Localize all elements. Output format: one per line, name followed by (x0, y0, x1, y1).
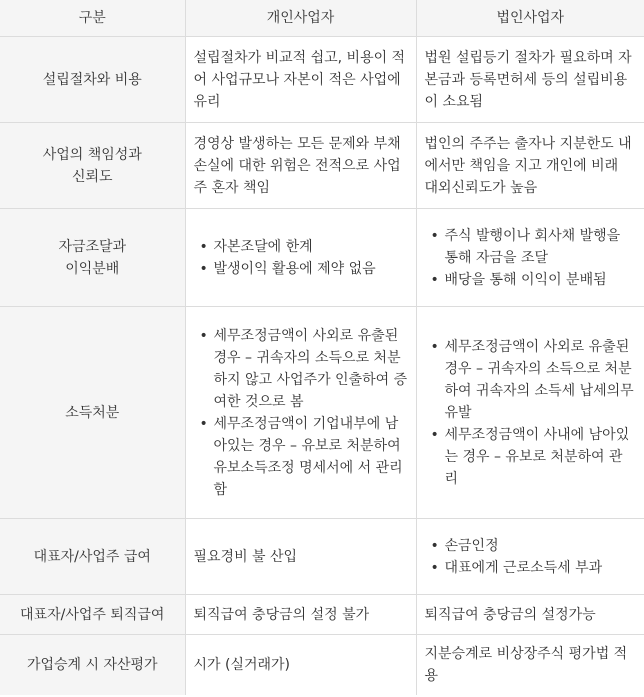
row-label: 대표자/사업주 급여 (0, 519, 185, 595)
list-item: • 세무조정금액이 사외로 유출된 경우 – 귀속자의 소득으로 처분하여 귀속자의 소득세 납세의무 유발 (425, 336, 637, 424)
corporate-cell (416, 307, 644, 519)
list-item: • 세무조정금액이 사외로 유출된 경우 – 귀속자의 소득으로 처분하지 않고 사업주가 인출하여 증여한 것으로 봄 (194, 325, 408, 413)
corporate-cell (416, 209, 644, 307)
row-label: 자금조달과 이익분배 (0, 209, 185, 307)
personal-cell: 시가 (실거래가) (185, 635, 416, 695)
row-label: 사업의 책임성과 신뢰도 (0, 123, 185, 209)
list-item: • 세무조정금액이 기업내부에 남아있는 경우 – 유보로 처분하여 유보소득조정 명세서에 서 관리함 (194, 413, 408, 501)
bullet-list (194, 236, 408, 280)
table-row (0, 519, 644, 595)
row-label: 가업승계 시 자산평가 (0, 635, 185, 695)
header-category: 구분 (0, 0, 185, 37)
personal-cell: 퇴직급여 충당금의 설정 불가 (185, 595, 416, 635)
header-row (0, 0, 644, 37)
bullet-list (194, 325, 408, 501)
personal-cell: 경영상 발생하는 모든 문제와 부채손실에 대한 위험은 전적으로 사업주 혼자 책임 (185, 123, 416, 209)
list-item: • 세무조정금액이 사내에 남아있는 경우 – 유보로 처분하여 관리 (425, 424, 637, 490)
table-row (0, 635, 644, 695)
personal-cell: 설립절차가 비교적 쉽고, 비용이 적어 사업규모나 자본이 적은 사업에 유리 (185, 37, 416, 123)
list-item: • 자본조달에 한계 (194, 236, 408, 258)
bullet-list (425, 336, 637, 490)
personal-cell (185, 307, 416, 519)
header-personal-business: 개인사업자 (185, 0, 416, 37)
table-row (0, 209, 644, 307)
list-item: • 배당을 통해 이익이 분배됨 (425, 269, 637, 291)
row-label: 소득처분 (0, 307, 185, 519)
corporate-cell: 법인의 주주는 출자나 지분한도 내에서만 책임을 지고 개인에 비래 대외신뢰도가 높음 (416, 123, 644, 209)
list-item: • 주식 발행이나 회사채 발행을 통해 자금을 조달 (425, 225, 637, 269)
personal-cell (185, 209, 416, 307)
table-row (0, 595, 644, 635)
header-corporate-business: 법인사업자 (416, 0, 644, 37)
row-label: 대표자/사업주 퇴직급여 (0, 595, 185, 635)
corporate-cell: 지분승계로 비상장주식 평가법 적용 (416, 635, 644, 695)
corporate-cell: 퇴직급여 충당금의 설정가능 (416, 595, 644, 635)
list-item: • 대표에게 근로소득세 부과 (425, 557, 637, 579)
table-row (0, 37, 644, 123)
bullet-list (425, 535, 637, 579)
list-item: • 손금인정 (425, 535, 637, 557)
personal-cell: 필요경비 불 산입 (185, 519, 416, 595)
corporate-cell (416, 519, 644, 595)
bullet-list (425, 225, 637, 291)
list-item: • 발생이익 활용에 제약 없음 (194, 258, 408, 280)
corporate-cell: 법원 설립등기 절차가 필요하며 자본금과 등록면허세 등의 설립비용이 소요됨 (416, 37, 644, 123)
row-label: 설립절차와 비용 (0, 37, 185, 123)
table-row (0, 123, 644, 209)
table-row (0, 307, 644, 519)
